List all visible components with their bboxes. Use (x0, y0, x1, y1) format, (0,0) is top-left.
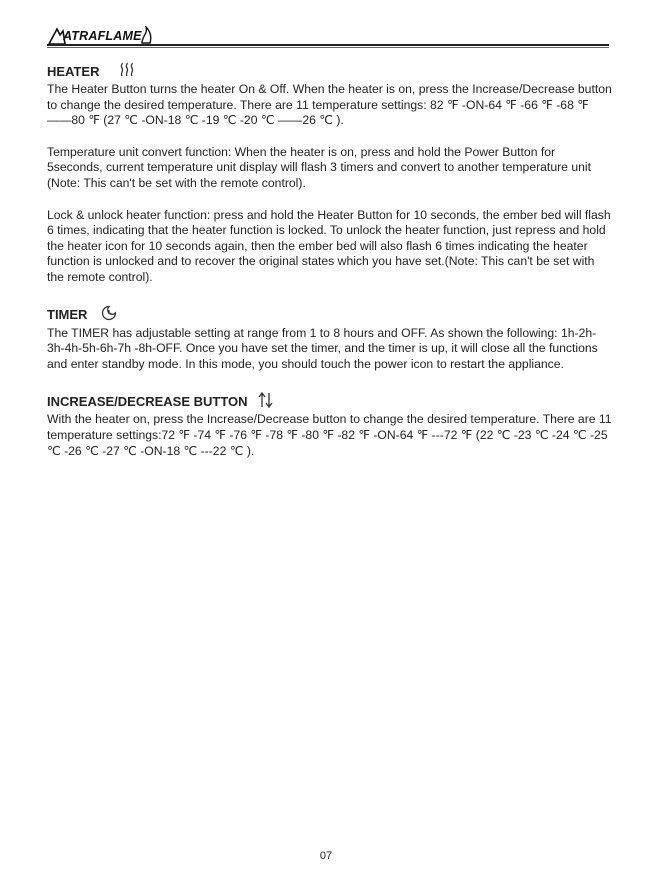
header-rule-thin (47, 47, 609, 48)
header-rule (47, 44, 609, 46)
page-number: 07 (319, 850, 333, 862)
manual-content (47, 60, 612, 459)
timer-paragraph: The TIMER has adjustable setting at range from 1 to 8 hours and OFF. As shown the following: 1h-2h-3h-4h-5h-6h-7h -8h-OFF. Once you have set the timer, and the timer is up, it will close all the functions and enter standby mode. In this mode, you should touch the power icon to restart the appliance. (47, 325, 598, 371)
flame-accent-icon (140, 26, 154, 44)
timer-title: TIMER (47, 307, 88, 323)
up-down-arrows-icon (258, 391, 274, 412)
timer-moon-icon (101, 305, 117, 324)
heater-heading (47, 60, 612, 82)
heater-waves-icon (119, 62, 135, 81)
brand-logo (47, 26, 157, 46)
increase-decrease-heading (47, 390, 612, 412)
temperature-unit-paragraph: Temperature unit convert function: When the heater is on, press and hold the Power Button for 5seconds, current temperature unit display will flash 3 timers and convert to another temperature unit (Note: This can't be set with the remote control). (47, 144, 591, 190)
heater-title: HEATER (47, 63, 100, 79)
lock-unlock-paragraph: Lock & unlock heater function: press and hold the Heater Button for 10 seconds, the ember bed will flash 6 times, indicating that the heater function is locked. To unlock the heater function, just repress and hold the heater icon for 10 seconds again, then the ember bed will also flash 6 times indicating the heater function is unlocked and to recover the original states which you have set.(Note: This can't be set with the remote control). (47, 207, 611, 284)
increase-decrease-paragraph: With the heater on, press the Increase/Decrease button to change the desired temperature. There are 11 temperature settings:72 ℉ -74 ℉ -76 ℉ -78 ℉ -80 ℉ -82 ℉ -ON-64 ℉ ---72 ℉ (22 ℃ -23 ℃ -24 ℃ -25 ℃ -26 ℃ -27 ℃ -ON-18 ℃ ---22 ℃ ). (47, 412, 612, 458)
timer-heading (47, 304, 612, 326)
increase-decrease-title: INCREASE/DECREASE BUTTON (47, 393, 248, 409)
brand-logo-text: ATRAFLAME (63, 29, 142, 43)
heater-paragraph: The Heater Button turns the heater On & Off. When the heater is on, press the Increase/Decrease button to change the desired temperature. There are 11 temperature settings: 82 ℉ -ON-64 ℉ -66 ℉ -68 ℉ ——80 ℉ (27 ℃ -ON-18 ℃ -19 ℃ -20 ℃ ——26 ℃ ). (47, 82, 612, 128)
